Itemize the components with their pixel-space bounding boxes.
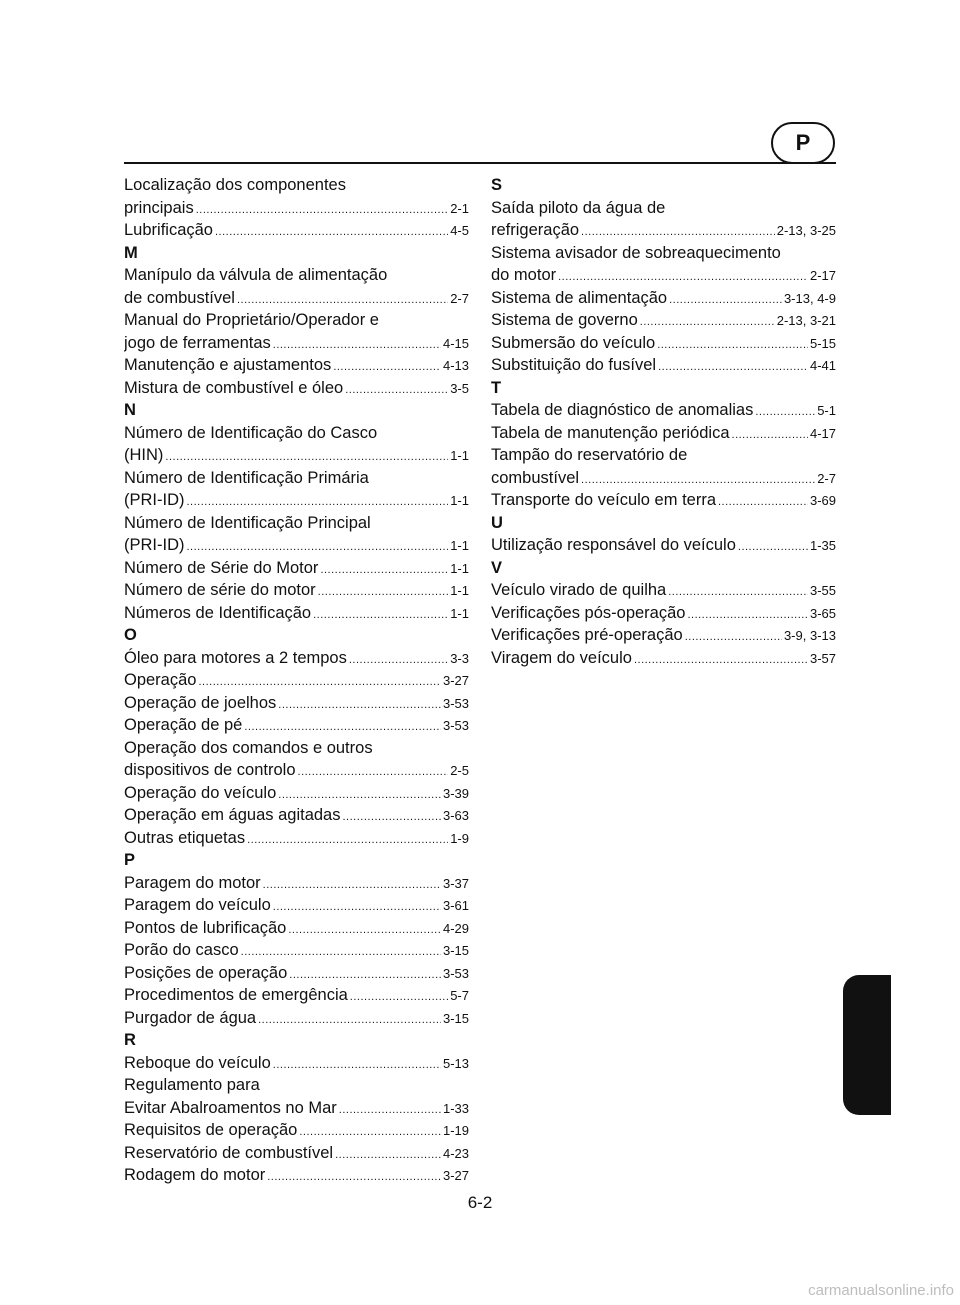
index-column-left <box>124 174 469 1187</box>
index-entry-title: Purgador de água <box>124 1008 257 1027</box>
index-entry-continued: Operação dos comandos e outros <box>124 738 373 757</box>
index-entry-title: Sistema de governo <box>491 311 638 329</box>
index-section-letter: T <box>491 378 502 397</box>
dot-leader <box>350 986 448 1007</box>
index-entry <box>124 894 469 917</box>
index-section-letter: S <box>491 176 503 194</box>
index-section-letter: N <box>124 401 136 419</box>
dot-leader <box>198 671 441 692</box>
index-entry-page: 3-27 <box>442 1168 469 1183</box>
index-entry <box>124 197 469 220</box>
dot-leader <box>298 761 449 782</box>
index-entry <box>491 309 836 332</box>
index-entry-page: 3-63 <box>442 808 469 823</box>
index-entry-page: 2-7 <box>817 470 836 486</box>
index-entry <box>124 782 469 805</box>
index-entry-title: Evitar Abalroamentos no Mar <box>124 1098 337 1117</box>
dot-leader <box>263 874 441 895</box>
index-entry-title: Reboque do veículo <box>124 1053 271 1072</box>
index-entry-page: 1-1 <box>450 448 469 463</box>
index-entry <box>124 377 469 400</box>
index-entry-title: Números de Identificação <box>124 603 312 622</box>
dot-leader <box>237 289 448 310</box>
index-entry <box>124 827 469 850</box>
index-entry <box>491 354 836 377</box>
index-entry-page: 2-7 <box>450 290 469 306</box>
index-section-letter: M <box>124 243 138 262</box>
index-entry-title: Viragem do veículo <box>491 648 632 667</box>
index-entry-title: Mistura de combustível e óleo <box>124 378 344 397</box>
index-entry-title: Sistema de alimentação <box>491 288 668 307</box>
index-entry-title: Outras etiquetas <box>124 828 246 847</box>
dot-leader <box>313 604 448 625</box>
index-entry <box>491 602 836 625</box>
index-section-letter: V <box>491 558 503 577</box>
index-entry-page: 2-13, 3-25 <box>776 223 836 238</box>
index-entry-page: 1-1 <box>450 560 469 576</box>
index-entry-title: Procedimentos de emergência <box>124 986 348 1004</box>
dot-leader <box>196 199 449 220</box>
index-entry-title: principais <box>124 198 194 217</box>
dot-leader <box>668 581 808 602</box>
index-entry-page: 3-15 <box>442 1010 469 1026</box>
dot-leader <box>634 649 808 670</box>
index-entry-title: Manutenção e ajustamentos <box>124 356 332 374</box>
index-entry-page: 3-27 <box>442 673 469 688</box>
index-entry <box>124 872 469 895</box>
index-entry <box>124 1119 469 1142</box>
index-entry-title: Tabela de diagnóstico de anomalias <box>491 401 754 419</box>
index-entry-title: Óleo para motores a 2 tempos <box>124 648 347 667</box>
dot-leader <box>640 311 775 332</box>
dot-leader <box>755 401 815 422</box>
dot-leader <box>333 356 441 377</box>
index-entry <box>491 579 836 602</box>
index-entry-page: 2-13, 3-21 <box>776 313 836 328</box>
index-entry <box>124 219 469 242</box>
dot-leader <box>215 221 448 242</box>
index-entry-page: 3-65 <box>809 605 836 621</box>
index-entry-title: Utilização responsável do veículo <box>491 536 736 554</box>
index-entry-title: Substituição do fusível <box>491 356 657 374</box>
dot-leader <box>187 536 449 557</box>
index-entry-title: (PRI-ID) <box>124 536 185 554</box>
index-entry-page: 4-41 <box>809 358 836 373</box>
dot-leader <box>187 491 449 512</box>
index-entry-title: Requisitos de operação <box>124 1121 298 1139</box>
watermark[interactable]: carmanualsonline.info <box>808 1282 954 1299</box>
index-entry-page: 3-53 <box>442 965 469 981</box>
index-entry-continued: Sistema avisador de sobreaquecimento <box>491 243 781 262</box>
index-entry-page: 3-69 <box>809 493 836 508</box>
index-entry-page: 1-1 <box>450 583 469 598</box>
index-entry <box>491 647 836 670</box>
index-entry-title: Pontos de lubrificação <box>124 918 287 937</box>
dot-leader <box>738 536 808 557</box>
index-entry-title: jogo de ferramentas <box>124 333 271 352</box>
dot-leader <box>349 649 448 670</box>
dot-leader <box>247 829 448 850</box>
index-entry-title: (HIN) <box>124 446 164 464</box>
dot-leader <box>581 469 815 490</box>
index-entry <box>124 579 469 602</box>
index-entry <box>124 489 469 512</box>
index-entry <box>491 467 836 490</box>
index-entry <box>124 917 469 940</box>
index-entry <box>124 804 469 827</box>
dot-leader <box>687 604 808 625</box>
index-entry-title: refrigeração <box>491 221 580 239</box>
index-entry <box>124 444 469 467</box>
index-entry-page: 3-57 <box>809 650 836 666</box>
index-section-letter: O <box>124 626 137 644</box>
index-entry <box>124 1007 469 1030</box>
index-section-letter: U <box>491 513 503 532</box>
index-entry-page: 5-7 <box>450 988 469 1003</box>
index-entry-title: (PRI-ID) <box>124 491 185 509</box>
index-entry <box>491 489 836 512</box>
index-entry-page: 3-39 <box>442 785 469 801</box>
index-entry-page: 5-13 <box>442 1055 469 1071</box>
index-entry-page: 1-1 <box>450 538 469 553</box>
dot-leader <box>258 1009 441 1030</box>
chapter-side-tab <box>843 975 891 1115</box>
index-entry-continued: Número de Identificação Principal <box>124 513 371 532</box>
index-entry-continued: Manípulo da válvula de alimentação <box>124 266 388 284</box>
dot-leader <box>658 356 808 377</box>
index-entry-title: Verificações pré-operação <box>491 626 683 644</box>
index-entry-page: 3-13, 4-9 <box>783 290 836 306</box>
index-entry-continued: Localização dos componentes <box>124 176 346 194</box>
index-entry-page: 3-37 <box>442 875 469 891</box>
index-entry-title: combustível <box>491 468 580 487</box>
index-entry-continued: Tampão do reservatório de <box>491 446 688 464</box>
index-entry-title: Submersão do veículo <box>491 333 656 352</box>
index-entry-page: 3-55 <box>809 583 836 598</box>
dot-leader <box>320 559 448 580</box>
index-entry <box>124 1164 469 1187</box>
index-entry-title: Transporte do veículo em terra <box>491 491 716 509</box>
index-entry-page: 4-23 <box>442 1145 469 1161</box>
index-entry-title: Posições de operação <box>124 963 288 982</box>
index-entry-title: Veículo virado de quilha <box>491 581 667 599</box>
dot-leader <box>345 379 448 400</box>
index-entry-page: 4-13 <box>442 358 469 373</box>
index-entry-page: 3-53 <box>442 718 469 733</box>
index-entry <box>124 692 469 715</box>
index-entry-title: Operação de joelhos <box>124 693 277 712</box>
index-entry-page: 4-29 <box>442 920 469 936</box>
dot-leader <box>165 446 448 467</box>
dot-leader <box>669 289 782 310</box>
index-entry-page: 1-1 <box>450 605 469 621</box>
dot-leader <box>685 626 782 647</box>
dot-leader <box>244 716 441 737</box>
index-entry <box>124 1097 469 1120</box>
index-entry-title: Porão do casco <box>124 941 239 959</box>
dot-leader <box>732 424 808 445</box>
index-entry-title: Paragem do veículo <box>124 896 271 914</box>
dot-leader <box>718 491 808 512</box>
index-entry-page: 3-61 <box>442 898 469 913</box>
index-entry-title: Operação do veículo <box>124 783 277 802</box>
header-rule <box>124 162 836 164</box>
index-entry <box>124 602 469 625</box>
index-entry-page: 1-1 <box>450 493 469 508</box>
index-entry-page: 2-5 <box>450 763 469 778</box>
index-entry-page: 5-15 <box>809 335 836 351</box>
index-entry-continued: Manual do Proprietário/Operador e <box>124 311 379 329</box>
index-entry-title: Operação de pé <box>124 716 243 734</box>
page-number: 6-2 <box>467 1193 493 1212</box>
index-entry-page: 4-17 <box>809 425 836 441</box>
index-entry-page: 4-5 <box>450 223 469 238</box>
index-entry-page: 3-3 <box>450 650 469 666</box>
index-entry-page: 3-9, 3-13 <box>783 628 836 643</box>
index-entry <box>491 219 836 242</box>
dot-leader <box>288 919 441 940</box>
index-entry-title: Paragem do motor <box>124 873 261 892</box>
dot-leader <box>318 581 449 602</box>
index-entry-page: 1-35 <box>809 538 836 553</box>
index-entry <box>491 287 836 310</box>
index-entry-page: 3-5 <box>450 380 469 396</box>
index-entry-title: Rodagem do motor <box>124 1166 266 1184</box>
dot-leader <box>558 266 808 287</box>
index-entry <box>124 939 469 962</box>
index-entry <box>124 647 469 670</box>
index-entry <box>491 422 836 445</box>
index-entry-page: 1-33 <box>442 1100 469 1116</box>
index-entry-continued: Saída piloto da água de <box>491 198 666 217</box>
index-entry-title: Lubrificação <box>124 221 213 239</box>
index-entry-page: 5-1 <box>817 403 836 418</box>
index-entry-title: dispositivos de controlo <box>124 761 296 779</box>
dot-leader <box>267 1166 441 1187</box>
dot-leader <box>335 1144 441 1165</box>
index-section-letter: R <box>124 1031 136 1049</box>
language-badge: P <box>771 122 835 164</box>
index-entry-page: 2-1 <box>450 200 469 216</box>
index-entry <box>491 534 836 557</box>
index-entry <box>491 399 836 422</box>
dot-leader <box>342 806 440 827</box>
index-entry-title: Número de Série do Motor <box>124 558 319 577</box>
index-entry <box>124 534 469 557</box>
index-entry-title: Operação <box>124 671 197 689</box>
dot-leader <box>299 1121 441 1142</box>
dot-leader <box>657 334 808 355</box>
index-entry <box>124 354 469 377</box>
dot-leader <box>289 964 441 985</box>
index-entry-page: 3-15 <box>442 943 469 958</box>
index-entry <box>124 332 469 355</box>
index-entry <box>491 624 836 647</box>
index-entry <box>124 1142 469 1165</box>
index-entry <box>124 1052 469 1075</box>
index-entry-continued: Número de Identificação do Casco <box>124 423 378 442</box>
index-entry-page: 1-19 <box>442 1123 469 1138</box>
index-entry <box>491 264 836 287</box>
index-entry-title: Número de série do motor <box>124 581 316 599</box>
dot-leader <box>273 896 441 917</box>
index-entry-continued: Número de Identificação Primária <box>124 468 369 487</box>
dot-leader <box>273 1054 441 1075</box>
index-entry-continued: Regulamento para <box>124 1076 260 1094</box>
index-entry <box>124 759 469 782</box>
index-entry <box>124 669 469 692</box>
dot-leader <box>339 1099 441 1120</box>
dot-leader <box>241 941 441 962</box>
index-entry-page: 1-9 <box>450 830 469 846</box>
index-entry-title: Reservatório de combustível <box>124 1143 334 1162</box>
index-column-right <box>491 174 836 669</box>
dot-leader <box>278 784 441 805</box>
index-entry <box>124 714 469 737</box>
index-entry-title: Tabela de manutenção periódica <box>491 423 730 442</box>
index-entry-page: 2-17 <box>809 268 836 283</box>
index-entry <box>124 557 469 580</box>
index-entry <box>491 332 836 355</box>
index-entry-title: Verificações pós-operação <box>491 603 686 622</box>
index-entry-title: de combustível <box>124 288 235 307</box>
index-entry-title: Operação em águas agitadas <box>124 806 341 824</box>
dot-leader <box>273 334 441 355</box>
index-entry <box>124 962 469 985</box>
index-entry-title: do motor <box>491 266 557 284</box>
dot-leader <box>581 221 775 242</box>
index-section-letter: P <box>124 851 136 869</box>
index-entry-page: 4-15 <box>442 335 469 351</box>
index-entry <box>124 984 469 1007</box>
dot-leader <box>278 694 441 715</box>
index-entry <box>124 287 469 310</box>
index-entry-page: 3-53 <box>442 695 469 711</box>
